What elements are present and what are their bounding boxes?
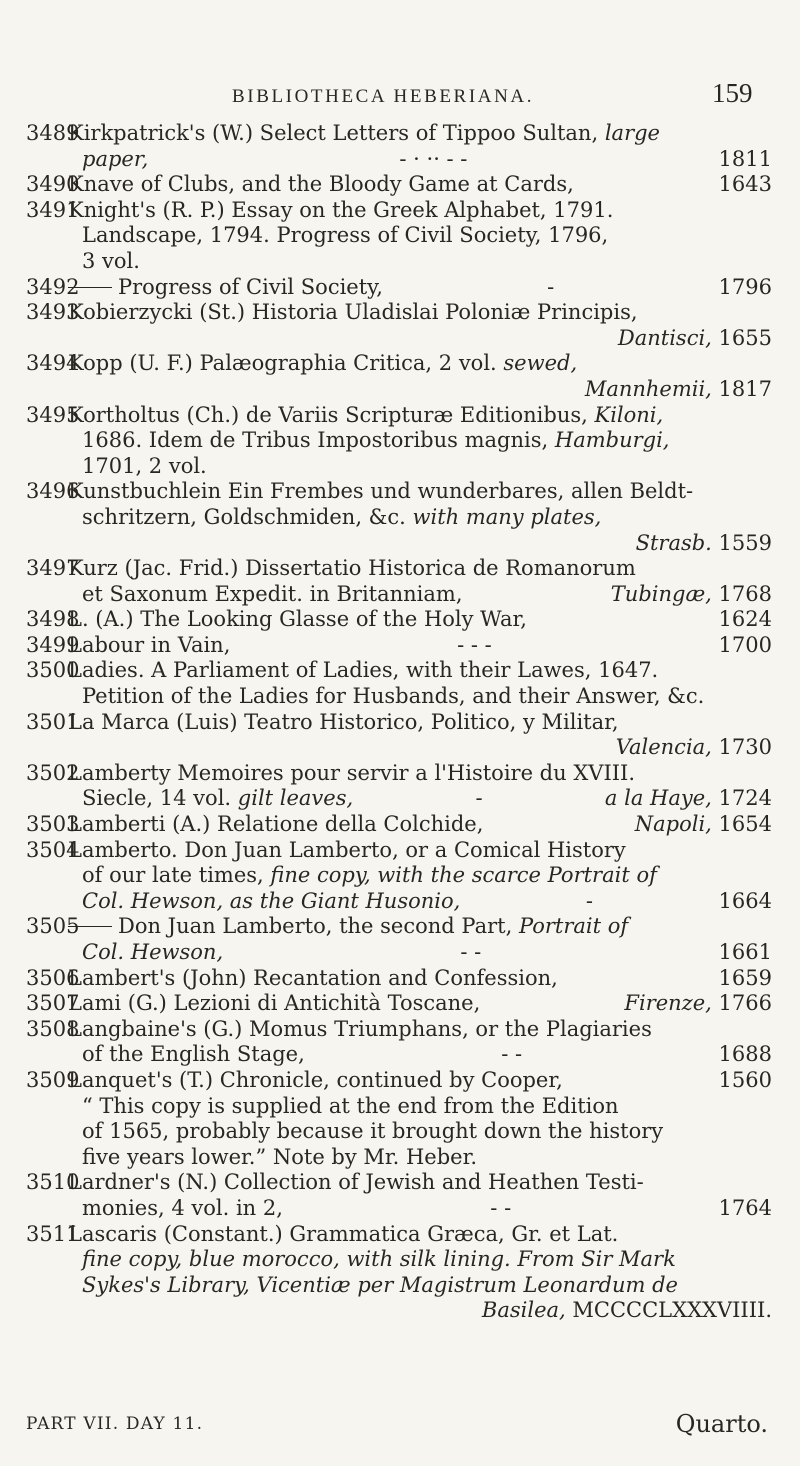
entry-number: 3491 bbox=[26, 197, 80, 222]
entry-text: Langbaine's (G.) Momus Triumphans, or the Plagiaries bbox=[68, 1016, 652, 1041]
entry-italic: Tubingæ, bbox=[610, 581, 712, 606]
entry-text: La Marca (Luis) Teatro Historico, Politico, y Militar, bbox=[68, 709, 619, 734]
entry-3500 bbox=[26, 658, 772, 709]
entry-italic: fine copy, with the scarce Portrait of bbox=[270, 863, 657, 888]
entry-text: et Saxonum Expedit. in Britanniam, bbox=[82, 581, 463, 606]
catalogue-entries bbox=[26, 121, 772, 1324]
leader-dashes: - bbox=[475, 786, 483, 811]
entry-number: 3507 bbox=[26, 991, 80, 1016]
entry-text: Kirkpatrick's (W.) Select Letters of Tippoo Sultan, bbox=[68, 121, 599, 145]
entry-text: schritzern, Goldschmiden, &c. bbox=[82, 504, 406, 529]
entry-italic: Kiloni, bbox=[594, 402, 664, 427]
entry-number: 3490 bbox=[26, 172, 80, 197]
entry-3489 bbox=[26, 121, 772, 172]
entry-italic: gilt leaves, bbox=[237, 786, 354, 811]
entry-3498 bbox=[26, 607, 772, 633]
entry-text: Don Juan Lamberto, the second Part, bbox=[118, 914, 513, 939]
leader-dashes: - bbox=[547, 274, 555, 299]
entry-year: 1661 bbox=[718, 940, 772, 964]
entry-text: of the English Stage, bbox=[82, 1042, 305, 1067]
entry-number: 3503 bbox=[26, 812, 80, 837]
entry-text: Lascaris (Constant.) Grammatica Græca, Gr. et Lat. bbox=[68, 1221, 619, 1246]
entry-3509 bbox=[26, 1068, 772, 1170]
leader-dashes: - · ·· - - bbox=[399, 146, 468, 171]
entry-year: 1624 bbox=[718, 607, 772, 632]
entry-number: 3501 bbox=[26, 709, 80, 734]
entry-italic: Col. Hewson, bbox=[82, 940, 224, 964]
entry-3505 bbox=[26, 914, 772, 965]
entry-year: 1688 bbox=[718, 1042, 772, 1067]
entry-italic: Valencia, bbox=[615, 735, 712, 760]
entry-number: 3489 bbox=[26, 121, 80, 145]
entry-text: Lambert's (John) Recantation and Confession, bbox=[68, 965, 558, 990]
entry-year: 1560 bbox=[718, 1067, 772, 1092]
part-day-label: PART VII. DAY 11. bbox=[26, 1414, 204, 1434]
entry-number: 3495 bbox=[26, 402, 80, 427]
entry-3503 bbox=[26, 812, 772, 838]
entry-italic: Firenze, bbox=[624, 991, 712, 1016]
entry-note: five years lower.” Note by Mr. Heber. bbox=[82, 1144, 478, 1169]
leader-dashes: - - - bbox=[457, 632, 492, 657]
entry-text: Kortholtus (Ch.) de Variis Scripturæ Editionibus, bbox=[68, 402, 588, 427]
leader-dashes: - bbox=[585, 888, 593, 913]
leader-dashes: - - bbox=[501, 1042, 523, 1067]
entry-year: 1664 bbox=[718, 888, 772, 913]
running-title: BIBLIOTHECA HEBERIANA. bbox=[232, 86, 535, 107]
entry-year: 1766 bbox=[718, 991, 772, 1016]
entry-year: 1817 bbox=[718, 376, 772, 401]
entry-3502 bbox=[26, 761, 772, 812]
entry-3506 bbox=[26, 966, 772, 992]
entry-italic: Mannhemii, bbox=[584, 376, 712, 401]
entry-italic: Hamburgi, bbox=[554, 428, 670, 453]
entry-year: 1730 bbox=[718, 735, 772, 760]
entry-text: Kurz (Jac. Frid.) Dissertatio Historica de Romanorum bbox=[68, 556, 636, 581]
entry-number: 3492 bbox=[26, 274, 80, 299]
entry-3497 bbox=[26, 556, 772, 607]
entry-year: 1659 bbox=[718, 965, 772, 990]
entry-italic: sewed, bbox=[503, 351, 578, 376]
entry-text: Progress of Civil Society, bbox=[118, 274, 383, 299]
entry-italic: a la Haye, bbox=[604, 786, 712, 811]
entry-3490 bbox=[26, 172, 772, 198]
entry-note: of 1565, probably because it brought down the history bbox=[82, 1119, 664, 1144]
entry-italic: Napoli, bbox=[634, 812, 712, 837]
entry-text: Ladies. A Parliament of Ladies, with their Lawes, 1647. bbox=[68, 658, 659, 683]
entry-3507 bbox=[26, 991, 772, 1017]
entry-italic: paper, bbox=[82, 146, 149, 171]
entry-number: 3509 bbox=[26, 1067, 80, 1092]
entry-number: 3499 bbox=[26, 632, 80, 657]
entry-text: Kobierzycki (St.) Historia Uladislai Poloniæ Principis, bbox=[68, 300, 638, 325]
entry-text: 1701, 2 vol. bbox=[82, 453, 207, 478]
entry-number: 3497 bbox=[26, 556, 80, 581]
entry-3493 bbox=[26, 300, 772, 351]
entry-number: 3508 bbox=[26, 1016, 80, 1041]
entry-text: Landscape, 1794. Progress of Civil Society, 1796, bbox=[82, 223, 609, 248]
entry-text: Kopp (U. F.) Palæographia Critica, 2 vol. bbox=[68, 351, 497, 376]
entry-text: Siecle, 14 vol. bbox=[82, 786, 232, 811]
entry-number: 3504 bbox=[26, 837, 80, 862]
entry-3496 bbox=[26, 479, 772, 556]
entry-italic: Strasb. bbox=[635, 530, 712, 555]
entry-3494 bbox=[26, 351, 772, 402]
entry-number: 3505 bbox=[26, 914, 80, 939]
entry-3491 bbox=[26, 198, 772, 275]
entry-year: 1643 bbox=[718, 172, 772, 197]
entry-text: 1686. Idem de Tribus Impostoribus magnis, bbox=[82, 428, 549, 453]
entry-text: Lami (G.) Lezioni di Antichità Toscane, bbox=[68, 991, 481, 1016]
entry-italic: Portrait of bbox=[518, 914, 629, 939]
entry-year: 1655 bbox=[718, 325, 772, 350]
entry-year: 1811 bbox=[718, 146, 772, 171]
leader-dashes: - - bbox=[490, 1195, 512, 1220]
page-number: 159 bbox=[712, 78, 753, 108]
entry-text: Lamberto. Don Juan Lamberto, or a Comical History bbox=[68, 837, 626, 862]
entry-year: 1724 bbox=[718, 786, 772, 811]
entry-year: MCCCCLXXXVIIII. bbox=[572, 1298, 772, 1323]
entry-italic: Sykes's Library, Vicentiæ per Magistrum Leonardum de bbox=[82, 1272, 678, 1297]
entry-number: 3511 bbox=[26, 1221, 80, 1246]
leader-dashes: - - bbox=[460, 940, 482, 964]
entry-number: 3500 bbox=[26, 658, 80, 683]
entry-text: Labour in Vain, bbox=[68, 632, 231, 657]
entry-italic: Basilea, bbox=[481, 1298, 566, 1323]
entry-year: 1559 bbox=[718, 530, 772, 555]
entry-text: monies, 4 vol. in 2, bbox=[82, 1195, 283, 1220]
entry-3501 bbox=[26, 710, 772, 761]
entry-text: 3 vol. bbox=[82, 248, 140, 273]
entry-italic: with many plates, bbox=[412, 504, 602, 529]
entry-text: Lanquet's (T.) Chronicle, continued by Cooper, bbox=[68, 1067, 563, 1092]
entry-number: 3510 bbox=[26, 1170, 80, 1195]
entry-3495 bbox=[26, 403, 772, 480]
catch-format-label: Quarto. bbox=[675, 1410, 768, 1438]
entry-number: 3496 bbox=[26, 479, 80, 504]
entry-3492 bbox=[26, 275, 772, 301]
entry-year: 1700 bbox=[718, 632, 772, 657]
entry-italic: large bbox=[604, 121, 660, 145]
entry-text: Knave of Clubs, and the Bloody Game at Cards, bbox=[68, 172, 574, 197]
entry-number: 3506 bbox=[26, 965, 80, 990]
entry-italic: Dantisci, bbox=[617, 325, 712, 350]
running-header bbox=[0, 78, 800, 112]
entry-text: Lamberty Memoires pour servir a l'Histoire du XVIII. bbox=[68, 760, 635, 785]
entry-3504 bbox=[26, 838, 772, 915]
entry-note: “ This copy is supplied at the end from the Edition bbox=[82, 1093, 619, 1118]
entry-italic: fine copy, blue morocco, with silk lining. From Sir Mark bbox=[82, 1247, 676, 1272]
entry-text: Kunstbuchlein Ein Frembes und wunderbares, allen Beldt- bbox=[68, 479, 694, 504]
entry-year: 1768 bbox=[718, 581, 772, 606]
page-footer bbox=[26, 1410, 772, 1440]
entry-text: Lardner's (N.) Collection of Jewish and Heathen Testi- bbox=[68, 1170, 644, 1195]
entry-year: 1654 bbox=[718, 812, 772, 837]
entry-text: Petition of the Ladies for Husbands, and their Answer, &c. bbox=[82, 684, 705, 709]
entry-text: of our late times, bbox=[82, 863, 264, 888]
entry-3499 bbox=[26, 633, 772, 659]
entry-3511 bbox=[26, 1222, 772, 1324]
entry-italic: Col. Hewson, as the Giant Husonio, bbox=[82, 888, 461, 913]
entry-year: 1764 bbox=[718, 1195, 772, 1220]
entry-text: Lamberti (A.) Relatione della Colchide, bbox=[68, 812, 484, 837]
entry-year: 1796 bbox=[718, 274, 772, 299]
entry-3510 bbox=[26, 1170, 772, 1221]
entry-number: 3498 bbox=[26, 607, 80, 632]
entry-number: 3493 bbox=[26, 300, 80, 325]
entry-text: L. (A.) The Looking Glasse of the Holy War, bbox=[68, 607, 527, 632]
entry-3508 bbox=[26, 1017, 772, 1068]
entry-number: 3502 bbox=[26, 760, 80, 785]
entry-number: 3494 bbox=[26, 351, 80, 376]
entry-text: Knight's (R. P.) Essay on the Greek Alphabet, 1791. bbox=[68, 197, 614, 222]
